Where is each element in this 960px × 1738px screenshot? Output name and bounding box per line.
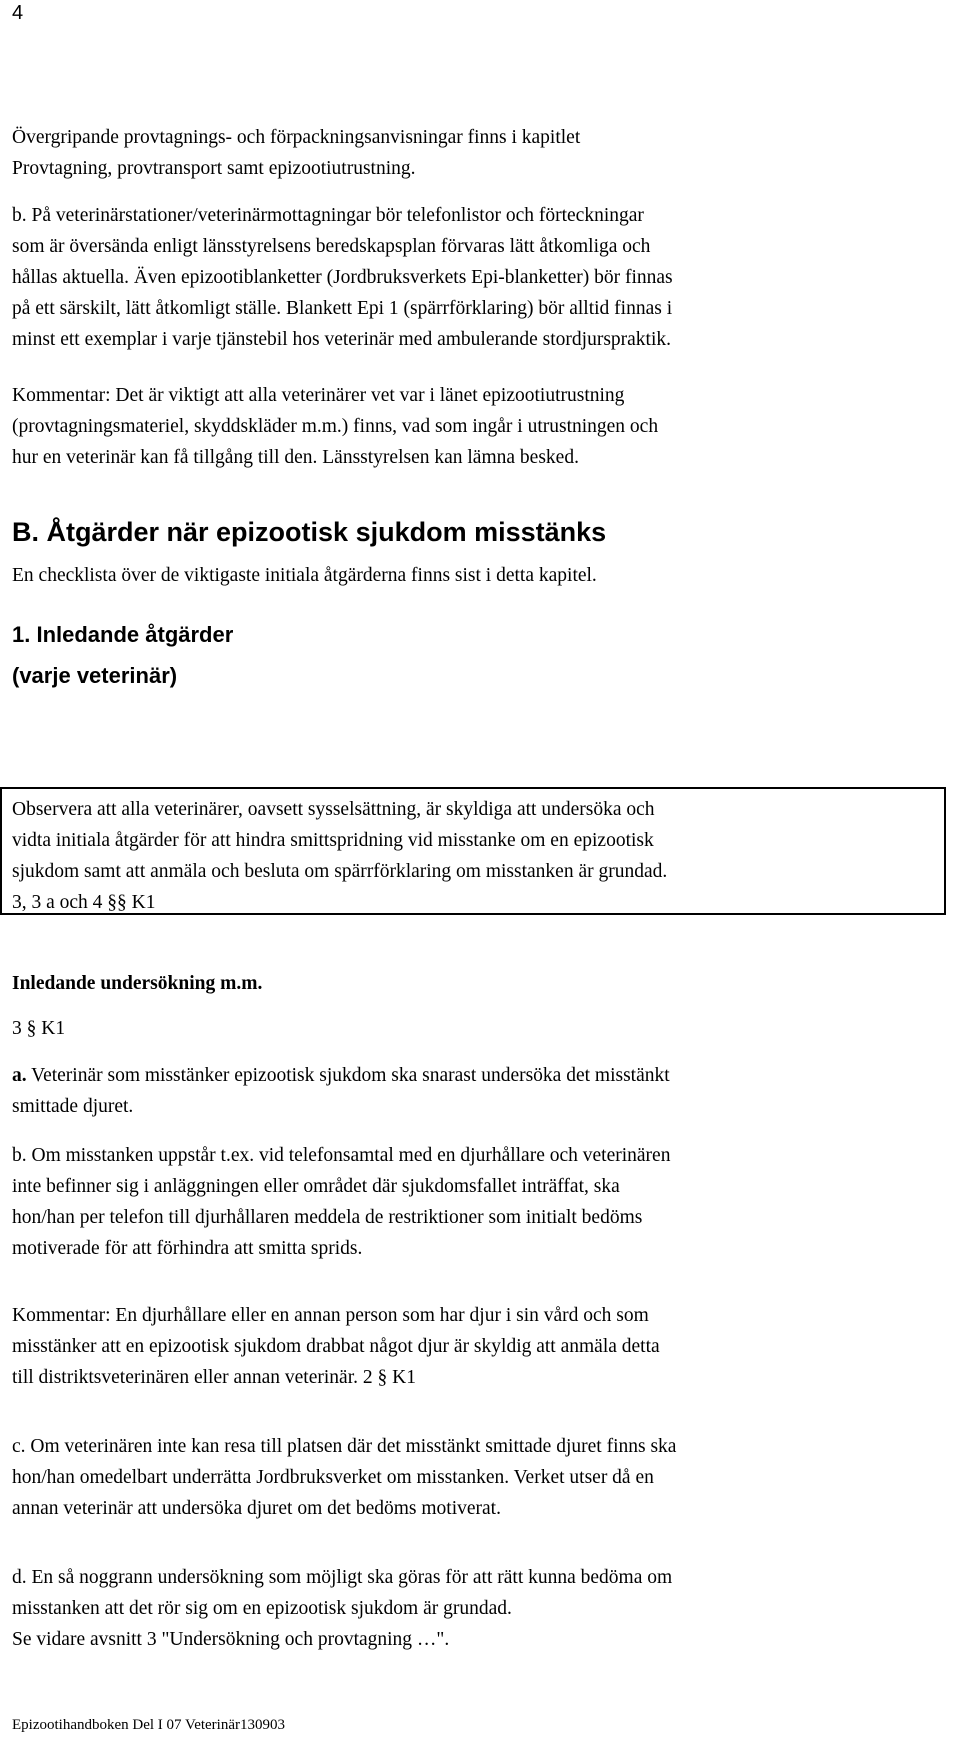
text-line: Övergripande provtagnings- och förpackningsanvisningar finns i kapitlet <box>12 127 581 148</box>
kommentar-2 <box>12 1300 660 1393</box>
section-b-lead: En checklista över de viktigaste initiala åtgärderna finns sist i detta kapitel. <box>12 565 597 586</box>
paragraph-b <box>12 200 673 355</box>
text-line: som är översända enligt länsstyrelsens beredskapsplan förvaras lätt åtkomliga och <box>12 236 651 257</box>
text-line: misstänker att en epizootisk sjukdom drabbat något djur är skyldig att anmäla detta <box>12 1336 660 1357</box>
text-line: (provtagningsmateriel, skyddskläder m.m.) finns, vad som ingår i utrustningen och <box>12 416 659 437</box>
text-line: hon/han per telefon till djurhållaren meddela de restriktioner som initialt bedöms <box>12 1207 643 1228</box>
text-line: Observera att alla veterinärer, oavsett sysselsättning, är skyldiga att undersöka och <box>12 799 655 820</box>
text-line: hållas aktuella. Även epizootiblanketter (Jordbruksverkets Epi-blanketter) bör finnas <box>12 267 673 288</box>
item-b <box>12 1140 670 1264</box>
text-line: annan veterinär att undersöka djuret om det bedöms motiverat. <box>12 1498 501 1519</box>
text-line: Se vidare avsnitt 3 "Undersökning och provtagning …". <box>12 1629 450 1650</box>
text-line: minst ett exemplar i varje tjänstebil hos veterinär med ambulerande stordjurspraktik. <box>12 329 672 350</box>
inledande-heading: Inledande undersökning m.m. <box>12 973 263 994</box>
inledande-ref: 3 § K1 <box>12 1018 66 1039</box>
text-line: till distriktsveterinären eller annan veterinär. 2 § K1 <box>12 1367 416 1388</box>
item-a <box>12 1060 670 1122</box>
item-a-label: a. <box>12 1065 27 1086</box>
page-footer: Epizootihandboken Del I 07 Veterinär130903 <box>12 1717 285 1733</box>
notice-box <box>0 787 946 915</box>
text-line: misstanken att det rör sig om en epizootisk sjukdom är grundad. <box>12 1598 512 1619</box>
text-line: smittade djuret. <box>12 1096 134 1117</box>
text-line: b. På veterinärstationer/veterinärmottagningar bör telefonlistor och förteckningar <box>12 205 644 226</box>
text-line: hur en veterinär kan få tillgång till den. Länsstyrelsen kan lämna besked. <box>12 447 579 468</box>
kommentar-1 <box>12 380 658 473</box>
text-line: Kommentar: En djurhållare eller en annan person som har djur i sin vård och som <box>12 1305 649 1326</box>
text-line: Provtagning, provtransport samt epizootiutrustning. <box>12 158 416 179</box>
section-1-heading: 1. Inledande åtgärder <box>12 622 234 647</box>
text-line: vidta initiala åtgärder för att hindra smittspridning vid misstanke om en epizootisk <box>12 830 654 851</box>
section-b-heading: B. Åtgärder när epizootisk sjukdom misstänks <box>12 517 607 547</box>
item-a-text: Veterinär som misstänker epizootisk sjukdom ska snarast undersöka det misstänkt <box>26 1065 670 1086</box>
text-line <box>12 1060 670 1091</box>
section-1-subheading: (varje veterinär) <box>12 663 178 688</box>
item-c <box>12 1431 676 1524</box>
text-line: 3, 3 a och 4 §§ K1 <box>12 892 156 913</box>
text-line: Kommentar: Det är viktigt att alla veterinärer vet var i länet epizootiutrustning <box>12 385 625 406</box>
item-d <box>12 1562 672 1655</box>
text-line: motiverade för att förhindra att smitta sprids. <box>12 1238 363 1259</box>
text-line: sjukdom samt att anmäla och besluta om spärrförklaring om misstanken är grundad. <box>12 861 668 882</box>
notice-text <box>12 794 667 918</box>
text-line: d. En så noggrann undersökning som möjligt ska göras för att rätt kunna bedöma om <box>12 1567 673 1588</box>
text-line: inte befinner sig i anläggningen eller området där sjukdomsfallet inträffat, ska <box>12 1176 620 1197</box>
text-line: hon/han omedelbart underrätta Jordbruksverket om misstanken. Verket utser då en <box>12 1467 654 1488</box>
text-line: på ett särskilt, lätt åtkomligt ställe. Blankett Epi 1 (spärrförklaring) bör alltid finnas i <box>12 298 673 319</box>
text-line: c. Om veterinären inte kan resa till platsen där det misstänkt smittade djuret finns ska <box>12 1436 677 1457</box>
text-line: b. Om misstanken uppstår t.ex. vid telefonsamtal med en djurhållare och veterinären <box>12 1145 671 1166</box>
page-number: 4 <box>12 2 24 24</box>
intro-paragraph <box>12 122 580 184</box>
